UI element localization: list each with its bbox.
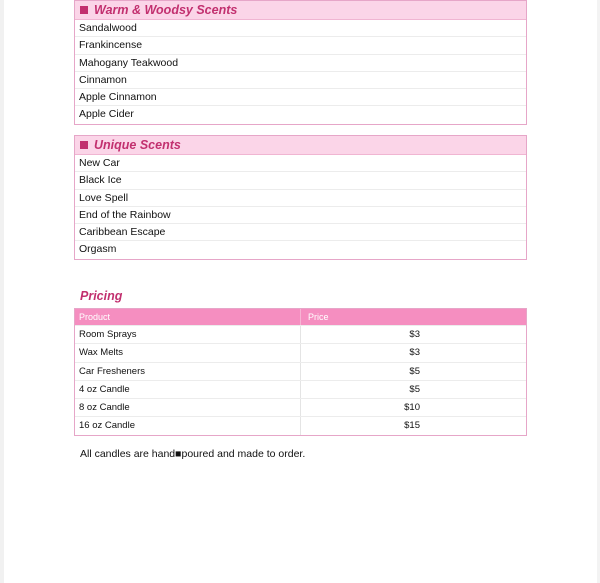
column-header-product: Product (75, 309, 301, 325)
square-bullet-icon (80, 141, 88, 149)
list-item: Apple Cinnamon (75, 89, 526, 106)
price-cell: $5 (409, 365, 420, 377)
section-header (75, 1, 526, 20)
list-item: Cinnamon (75, 72, 526, 89)
table-row (75, 362, 526, 380)
list-item: Caribbean Escape (75, 224, 526, 241)
list-item: Orgasm (79, 243, 117, 256)
warm-woodsy-section (74, 0, 527, 125)
list-item: Apple Cider (79, 108, 134, 121)
table-header (75, 309, 526, 325)
product-cell: 16 oz Candle (75, 417, 301, 434)
unique-scents-section (74, 135, 527, 260)
table-row (75, 343, 526, 361)
square-bullet-icon (80, 6, 88, 14)
table-row (75, 325, 526, 343)
product-cell: 8 oz Candle (75, 399, 301, 416)
list-item: Mahogany Teakwood (75, 55, 526, 72)
page-edge-left (0, 0, 4, 583)
table-row (75, 380, 526, 398)
table-row (75, 416, 526, 434)
list-item: End of the Rainbow (75, 207, 526, 224)
list-item: Love Spell (75, 190, 526, 207)
price-cell: $10 (404, 402, 420, 414)
list-item: Sandalwood (75, 20, 526, 37)
price-cell: $3 (409, 329, 420, 340)
pricing-table (74, 308, 527, 436)
list-item: Black Ice (75, 172, 526, 189)
product-cell: Car Fresheners (75, 363, 301, 380)
footer-note: All candles are hand■poured and made to order. (80, 448, 306, 460)
product-cell: Room Sprays (75, 326, 301, 343)
price-cell: $3 (409, 347, 420, 359)
column-header-price: Price (308, 312, 329, 322)
pricing-title: Pricing (80, 289, 123, 303)
price-cell: $15 (404, 420, 420, 432)
list-item: New Car (75, 155, 526, 172)
list-item: Frankincense (75, 37, 526, 54)
product-cell: 4 oz Candle (75, 381, 301, 398)
section-title: Warm & Woodsy Scents (94, 3, 238, 17)
product-cell: Wax Melts (75, 344, 301, 361)
section-title: Unique Scents (94, 138, 181, 152)
price-cell: $5 (409, 383, 420, 395)
section-header (75, 136, 526, 155)
table-row (75, 398, 526, 416)
